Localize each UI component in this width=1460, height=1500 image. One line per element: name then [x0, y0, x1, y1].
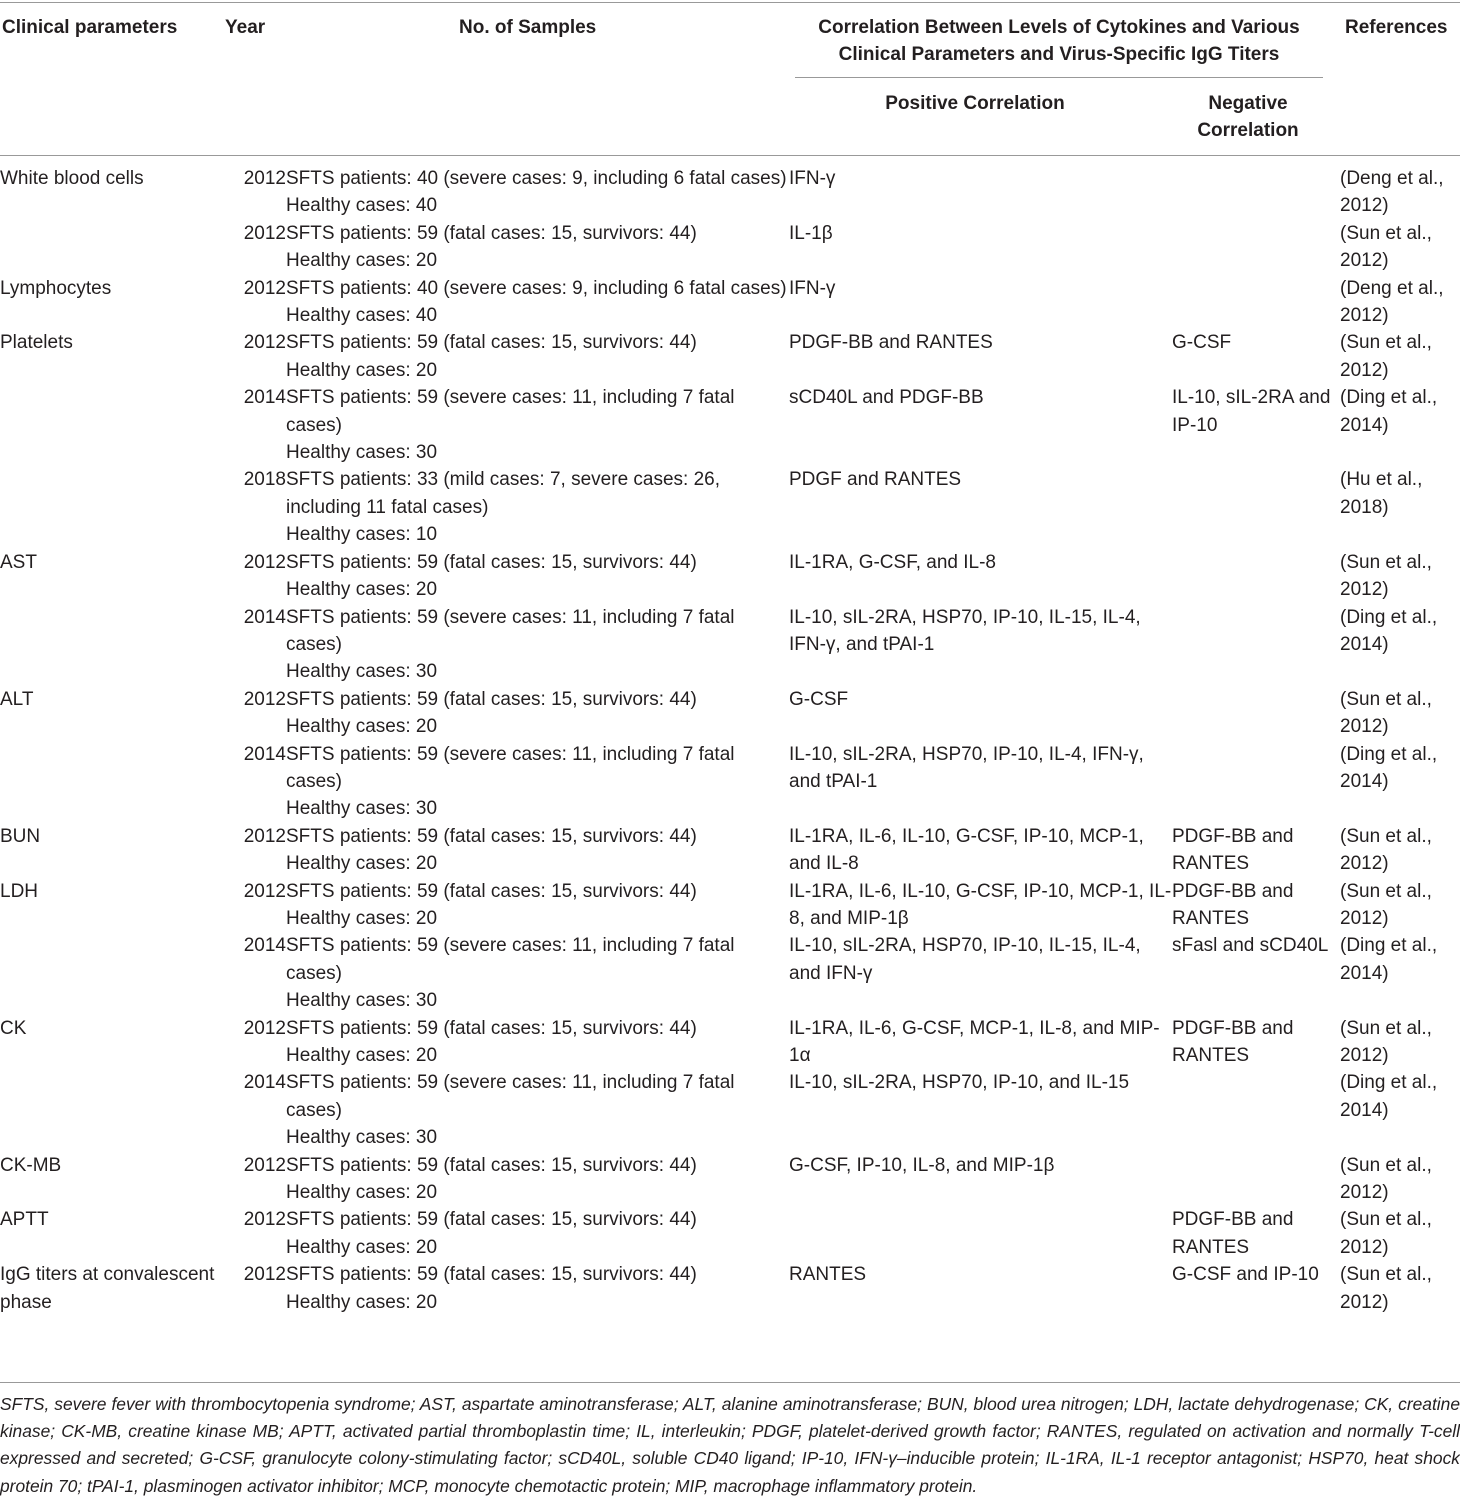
negative-cell: sFasl and sCD40L	[1172, 935, 1329, 957]
negative-cell: PDGF-BB and RANTES	[1172, 1209, 1294, 1258]
samples-cell	[286, 384, 789, 466]
samples-healthy: Healthy cases: 30	[286, 1127, 438, 1149]
year-cell: 2012	[243, 222, 286, 244]
positive-cell: IL-10, sIL-2RA, HSP70, IP-10, and IL-15	[789, 1072, 1130, 1094]
year-cell: 2014	[243, 935, 286, 957]
reference-link[interactable]: (Ding et al., 2014)	[1340, 606, 1438, 655]
param-cell: Lymphocytes	[0, 277, 112, 299]
samples-cell	[286, 878, 789, 933]
header-positive-correlation: Positive Correlation	[885, 93, 1065, 114]
table-row	[0, 165, 1460, 220]
negative-cell	[1172, 466, 1340, 548]
samples-cell	[286, 549, 789, 604]
reference-link[interactable]: (Deng et al., 2012)	[1340, 277, 1444, 327]
samples-healthy: Healthy cases: 20	[286, 1236, 438, 1258]
samples-cell	[286, 1206, 789, 1261]
param-cell	[0, 932, 222, 1014]
samples-cell	[286, 466, 789, 548]
positive-cell: sCD40L and PDGF-BB	[789, 387, 984, 409]
reference-link[interactable]: (Sun et al., 2012)	[1340, 1017, 1432, 1066]
year-cell: 2012	[243, 1154, 286, 1176]
samples-cell	[286, 1261, 789, 1316]
samples-healthy: Healthy cases: 20	[286, 853, 438, 875]
table-row	[0, 1261, 1460, 1316]
samples-cell	[286, 1015, 789, 1070]
table-row	[0, 1152, 1460, 1207]
positive-cell: IL-10, sIL-2RA, HSP70, IP-10, IL-4, IFN-γ, and tPAI-1	[789, 743, 1144, 792]
samples-healthy: Healthy cases: 20	[286, 359, 438, 381]
samples-healthy: Healthy cases: 20	[286, 250, 438, 272]
table-row	[0, 549, 1460, 604]
samples-patients: SFTS patients: 40 (severe cases: 9, including 6 fatal cases)	[286, 277, 787, 299]
negative-cell	[1172, 275, 1340, 330]
table-footnote: SFTS, severe fever with thrombocytopenia syndrome; AST, aspartate aminotransferase; ALT, alanine aminotransferase; BUN, blood urea nitrogen; LDH, lactate dehydrogenase; CK, creatine kinase; CK-MB, creatine kinase MB; APTT, activated partial thromboplastin time; IL, interleukin; PDGF, platelet-derived growth factor; RANTES, regulated on activation and normally T-cell expressed and secreted; G-CSF, granulocyte colony-stimulating factor; sCD40L, soluble CD40 ligand; IP-10, IFN-γ–inducible protein; IL-1RA, IL-1 receptor antagonist; HSP70, heat shock protein 70; tPAI-1, plasminogen activator inhibitor; MCP, monocyte chemotactic protein; MIP, macrophage inflammatory protein.	[0, 1394, 1460, 1496]
samples-cell	[286, 741, 789, 823]
param-cell	[0, 220, 222, 275]
year-cell: 2012	[243, 168, 286, 189]
year-cell: 2014	[243, 387, 286, 409]
negative-cell	[1172, 741, 1340, 823]
samples-healthy: Healthy cases: 20	[286, 1291, 438, 1313]
samples-healthy: Healthy cases: 20	[286, 579, 438, 601]
table-row	[0, 384, 1460, 466]
positive-cell: IL-1RA, G-CSF, and IL-8	[789, 551, 996, 573]
samples-patients: SFTS patients: 33 (mild cases: 7, severe cases: 26, including 11 fatal cases)	[286, 469, 721, 518]
samples-cell	[286, 220, 789, 275]
param-cell: White blood cells	[0, 168, 144, 189]
param-cell: BUN	[0, 825, 41, 847]
header-bottom-rule	[0, 155, 1460, 156]
samples-cell	[286, 275, 789, 330]
samples-healthy: Healthy cases: 10	[286, 524, 438, 546]
negative-cell	[1172, 549, 1340, 604]
samples-healthy: Healthy cases: 30	[286, 990, 438, 1012]
positive-cell: IL-1RA, IL-6, IL-10, G-CSF, IP-10, MCP-1, IL-8, and MIP-1β	[789, 880, 1172, 929]
samples-patients: SFTS patients: 40 (severe cases: 9, including 6 fatal cases)	[286, 168, 787, 189]
samples-cell	[286, 1069, 789, 1151]
positive-cell: IL-10, sIL-2RA, HSP70, IP-10, IL-15, IL-4, and IFN-γ	[789, 935, 1141, 984]
table-bottom-rule	[0, 1382, 1460, 1383]
table-row	[0, 932, 1460, 1014]
year-cell: 2012	[243, 1209, 286, 1231]
samples-patients: SFTS patients: 59 (fatal cases: 15, survivors: 44)	[286, 332, 697, 354]
negative-cell: G-CSF	[1172, 332, 1232, 354]
year-cell: 2012	[243, 688, 286, 710]
positive-cell: IL-1RA, IL-6, IL-10, G-CSF, IP-10, MCP-1, and IL-8	[789, 825, 1144, 875]
reference-link[interactable]: (Sun et al., 2012)	[1340, 688, 1432, 738]
year-cell: 2012	[243, 277, 286, 299]
reference-link[interactable]: (Sun et al., 2012)	[1340, 1209, 1432, 1258]
samples-patients: SFTS patients: 59 (fatal cases: 15, survivors: 44)	[286, 1154, 697, 1176]
param-cell: CK	[0, 1017, 27, 1039]
param-cell: IgG titers at convalescent phase	[0, 1264, 215, 1313]
samples-patients: SFTS patients: 59 (severe cases: 11, including 7 fatal cases)	[286, 1072, 735, 1121]
positive-cell: G-CSF	[789, 688, 849, 710]
positive-cell: IL-1RA, IL-6, G-CSF, MCP-1, IL-8, and MIP-1α	[789, 1017, 1160, 1066]
header-group-rule	[795, 77, 1323, 78]
negative-cell: PDGF-BB and RANTES	[1172, 825, 1294, 875]
samples-patients: SFTS patients: 59 (severe cases: 11, including 7 fatal cases)	[286, 606, 735, 655]
reference-link[interactable]: (Sun et al., 2012)	[1340, 1154, 1432, 1204]
table-row	[0, 1015, 1460, 1070]
header-year: Year	[225, 17, 266, 38]
param-cell: LDH	[0, 880, 39, 902]
negative-cell: G-CSF and IP-10	[1172, 1264, 1319, 1286]
table-row	[0, 220, 1460, 275]
positive-cell: PDGF and RANTES	[789, 469, 962, 491]
reference-link[interactable]: (Sun et al., 2012)	[1340, 551, 1432, 601]
reference-link[interactable]: (Ding et al., 2014)	[1340, 387, 1438, 436]
samples-healthy: Healthy cases: 40	[286, 305, 438, 327]
positive-cell	[789, 1206, 1172, 1261]
year-cell: 2012	[243, 1264, 286, 1286]
samples-cell	[286, 932, 789, 1014]
header-clinical-parameters: Clinical parameters	[2, 17, 178, 38]
param-cell: Platelets	[0, 332, 73, 354]
samples-cell	[286, 1152, 789, 1207]
table-row	[0, 466, 1460, 548]
samples-healthy: Healthy cases: 30	[286, 798, 438, 820]
param-cell	[0, 384, 222, 466]
positive-cell: RANTES	[789, 1264, 867, 1286]
reference-link[interactable]: (Sun et al., 2012)	[1340, 222, 1432, 272]
positive-cell: IL-1β	[789, 222, 833, 244]
negative-cell	[1172, 686, 1340, 741]
negative-cell: PDGF-BB and RANTES	[1172, 1017, 1294, 1066]
samples-patients: SFTS patients: 59 (fatal cases: 15, survivors: 44)	[286, 688, 697, 710]
table-row	[0, 1206, 1460, 1261]
table-row	[0, 686, 1460, 741]
data-table	[0, 165, 1460, 1316]
year-cell: 2014	[243, 606, 286, 628]
positive-cell: PDGF-BB and RANTES	[789, 332, 993, 354]
header-negative-correlation: Negative Correlation	[1197, 93, 1299, 141]
reference-link[interactable]: (Sun et al., 2012)	[1340, 880, 1432, 929]
reference-link[interactable]: (Ding et al., 2014)	[1340, 935, 1438, 984]
negative-cell: PDGF-BB and RANTES	[1172, 880, 1294, 929]
table-row	[0, 275, 1460, 330]
header-references: References	[1345, 17, 1448, 38]
reference-link[interactable]: (Deng et al., 2012)	[1340, 168, 1444, 217]
positive-cell: IL-10, sIL-2RA, HSP70, IP-10, IL-15, IL-4, IFN-γ, and tPAI-1	[789, 606, 1141, 655]
table-row	[0, 1069, 1460, 1151]
table-body	[0, 165, 1460, 1316]
year-cell: 2012	[243, 1017, 286, 1039]
samples-healthy: Healthy cases: 40	[286, 195, 438, 217]
year-cell: 2014	[243, 743, 286, 765]
year-cell: 2018	[243, 469, 286, 491]
samples-healthy: Healthy cases: 20	[286, 716, 438, 738]
negative-cell	[1172, 604, 1340, 686]
reference-link[interactable]: (Sun et al., 2012)	[1340, 1264, 1432, 1313]
positive-cell: IFN-γ	[789, 277, 836, 299]
samples-cell	[286, 823, 789, 878]
param-cell	[0, 466, 222, 548]
param-cell: AST	[0, 551, 37, 573]
table-row	[0, 741, 1460, 823]
year-cell: 2012	[243, 332, 286, 354]
table-row	[0, 604, 1460, 686]
negative-cell	[1172, 220, 1340, 275]
negative-cell	[1172, 1069, 1340, 1151]
year-cell: 2012	[243, 551, 286, 573]
table-row	[0, 878, 1460, 933]
samples-patients: SFTS patients: 59 (fatal cases: 15, survivors: 44)	[286, 1017, 697, 1039]
header-no-of-samples: No. of Samples	[459, 17, 597, 38]
year-cell: 2012	[243, 880, 286, 902]
reference-link[interactable]: (Ding et al., 2014)	[1340, 1072, 1438, 1121]
negative-cell: IL-10, sIL-2RA and IP-10	[1172, 387, 1331, 436]
samples-cell	[286, 165, 789, 220]
samples-patients: SFTS patients: 59 (severe cases: 11, including 7 fatal cases)	[286, 935, 735, 984]
samples-cell	[286, 329, 789, 384]
param-cell: APTT	[0, 1209, 49, 1231]
param-cell	[0, 604, 222, 686]
samples-healthy: Healthy cases: 20	[286, 1045, 438, 1066]
param-cell	[0, 1069, 222, 1151]
reference-link[interactable]: (Ding et al., 2014)	[1340, 743, 1438, 792]
samples-healthy: Healthy cases: 30	[286, 442, 438, 464]
samples-patients: SFTS patients: 59 (severe cases: 11, including 7 fatal cases)	[286, 743, 735, 792]
reference-link[interactable]: (Sun et al., 2012)	[1340, 825, 1432, 875]
samples-patients: SFTS patients: 59 (fatal cases: 15, survivors: 44)	[286, 551, 697, 573]
samples-healthy: Healthy cases: 30	[286, 661, 438, 683]
samples-patients: SFTS patients: 59 (fatal cases: 15, survivors: 44)	[286, 880, 697, 902]
param-cell: ALT	[0, 688, 34, 710]
negative-cell	[1172, 165, 1340, 220]
param-cell	[0, 741, 222, 823]
positive-cell: G-CSF, IP-10, IL-8, and MIP-1β	[789, 1154, 1055, 1176]
samples-patients: SFTS patients: 59 (severe cases: 11, including 7 fatal cases)	[286, 387, 735, 436]
samples-cell	[286, 686, 789, 741]
samples-healthy: Healthy cases: 20	[286, 1182, 438, 1204]
samples-patients: SFTS patients: 59 (fatal cases: 15, survivors: 44)	[286, 222, 697, 244]
reference-link[interactable]: (Hu et al., 2018)	[1340, 469, 1423, 518]
header-correlation-group: Correlation Between Levels of Cytokines and Various Clinical Parameters and Virus-Specific IgG Titers	[818, 17, 1300, 65]
samples-patients: SFTS patients: 59 (fatal cases: 15, survivors: 44)	[286, 825, 697, 847]
year-cell: 2014	[243, 1072, 286, 1094]
year-cell: 2012	[243, 825, 286, 847]
samples-healthy: Healthy cases: 20	[286, 907, 438, 929]
samples-cell	[286, 604, 789, 686]
top-rule	[0, 2, 1460, 3]
param-cell: CK-MB	[0, 1154, 62, 1176]
negative-cell	[1172, 1152, 1340, 1207]
samples-patients: SFTS patients: 59 (fatal cases: 15, survivors: 44)	[286, 1209, 697, 1231]
reference-link[interactable]: (Sun et al., 2012)	[1340, 332, 1432, 381]
table-row	[0, 329, 1460, 384]
samples-patients: SFTS patients: 59 (fatal cases: 15, survivors: 44)	[286, 1264, 697, 1286]
positive-cell: IFN-γ	[789, 168, 836, 189]
table-row	[0, 823, 1460, 878]
